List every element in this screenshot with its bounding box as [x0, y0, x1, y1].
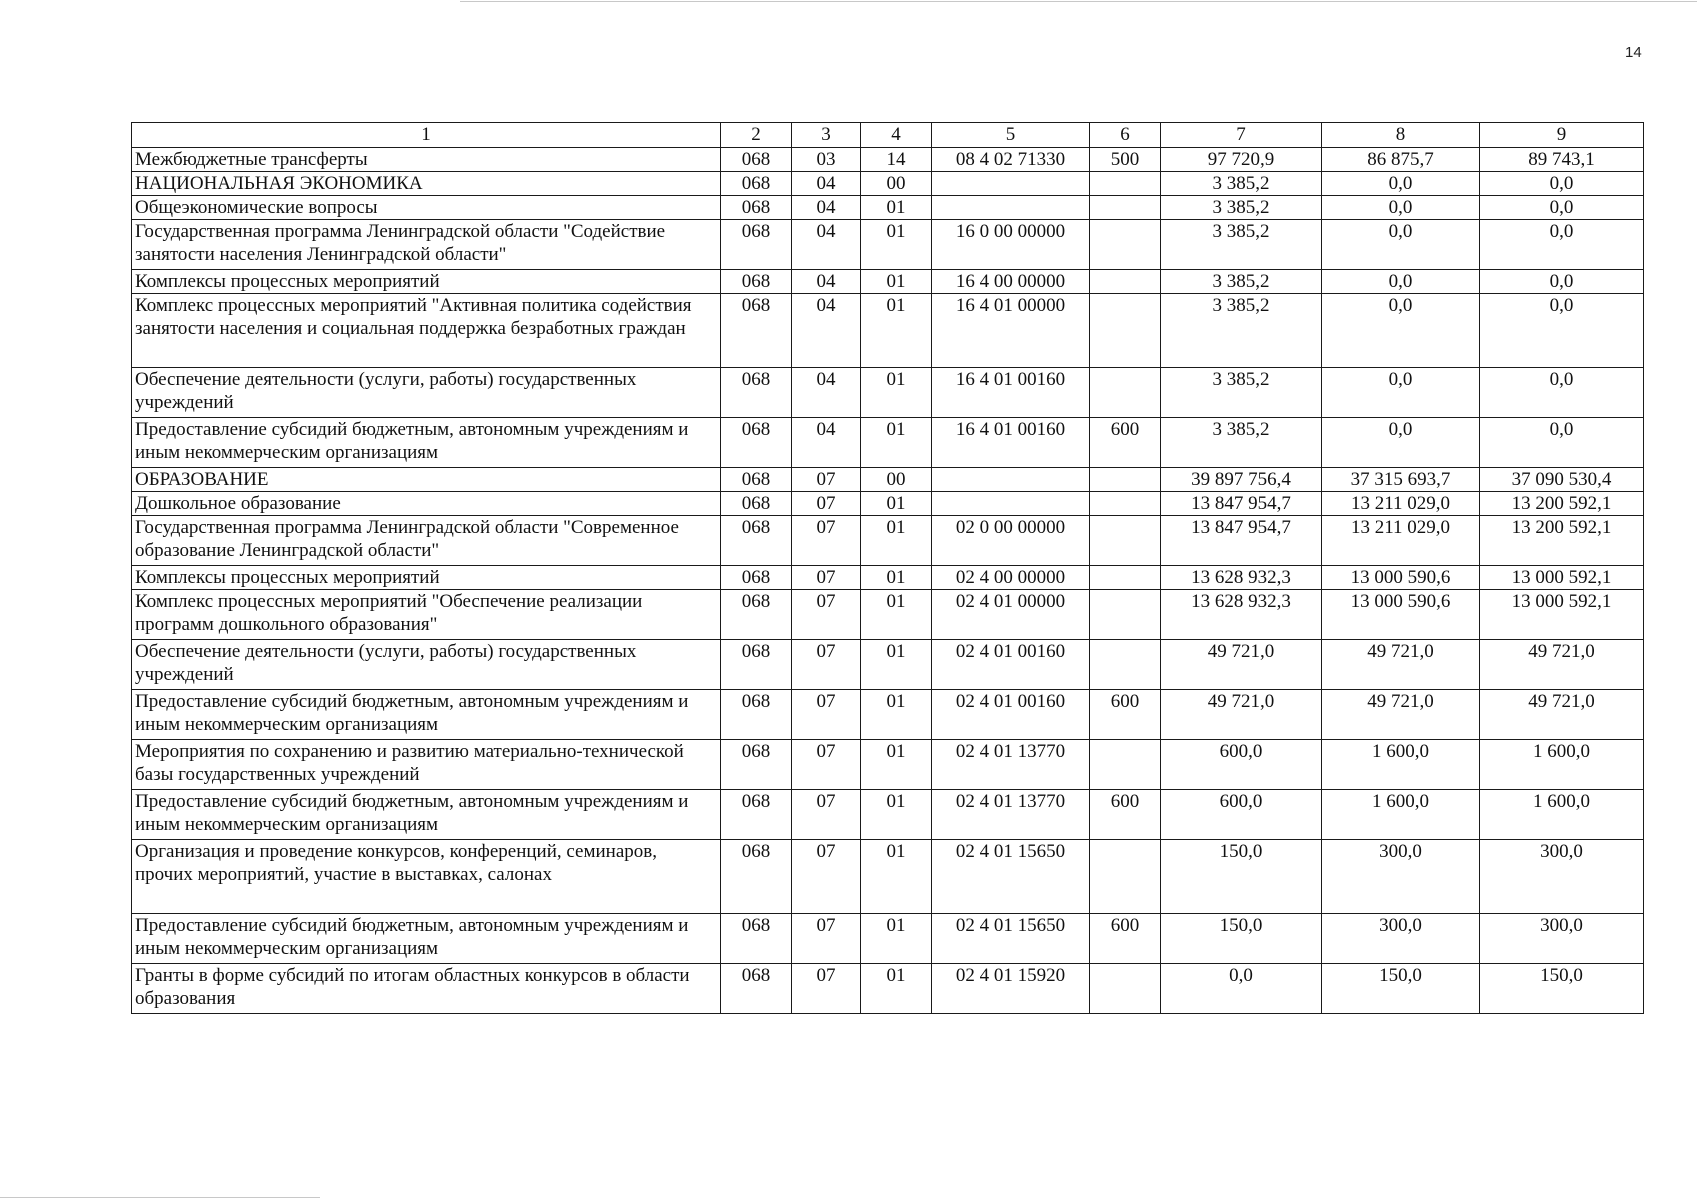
expense-type-cell: 500 [1090, 148, 1161, 172]
table-row [132, 790, 1644, 840]
section-cell: 04 [792, 172, 861, 196]
section-cell: 04 [792, 270, 861, 294]
subsection-cell: 01 [861, 196, 932, 220]
target-article-cell: 16 4 01 00160 [932, 368, 1090, 418]
target-article-cell: 16 4 00 00000 [932, 270, 1090, 294]
amount-col-8-cell: 0,0 [1322, 220, 1480, 270]
subsection-cell: 01 [861, 368, 932, 418]
amount-col-7-cell: 13 847 954,7 [1161, 516, 1322, 566]
amount-col-7-cell: 0,0 [1161, 964, 1322, 1014]
header-row [132, 123, 1644, 148]
gov-code-cell: 068 [721, 172, 792, 196]
row-name-cell: Государственная программа Ленинградской области "Современное образование Ленинградской области" [132, 516, 721, 566]
target-article-cell: 08 4 02 71330 [932, 148, 1090, 172]
row-name-cell: Комплексы процессных мероприятий [132, 270, 721, 294]
amount-col-8-cell: 49 721,0 [1322, 640, 1480, 690]
section-cell: 07 [792, 590, 861, 640]
amount-col-9-cell: 0,0 [1480, 270, 1644, 294]
row-name-cell: Мероприятия по сохранению и развитию материально-технической базы государственных учреждений [132, 740, 721, 790]
header-col-3: 3 [792, 123, 861, 148]
amount-col-8-cell: 37 315 693,7 [1322, 468, 1480, 492]
amount-col-9-cell: 13 200 592,1 [1480, 516, 1644, 566]
expense-type-cell [1090, 294, 1161, 368]
amount-col-7-cell: 13 847 954,7 [1161, 492, 1322, 516]
expense-type-cell: 600 [1090, 790, 1161, 840]
amount-col-8-cell: 1 600,0 [1322, 790, 1480, 840]
amount-col-7-cell: 3 385,2 [1161, 294, 1322, 368]
subsection-cell: 01 [861, 566, 932, 590]
table-row [132, 690, 1644, 740]
amount-col-8-cell: 13 211 029,0 [1322, 516, 1480, 566]
subsection-cell: 01 [861, 220, 932, 270]
budget-table [131, 122, 1644, 1014]
amount-col-8-cell: 86 875,7 [1322, 148, 1480, 172]
amount-col-7-cell: 39 897 756,4 [1161, 468, 1322, 492]
amount-col-9-cell: 1 600,0 [1480, 740, 1644, 790]
header-col-7: 7 [1161, 123, 1322, 148]
section-cell: 04 [792, 220, 861, 270]
subsection-cell: 01 [861, 590, 932, 640]
header-col-5: 5 [932, 123, 1090, 148]
row-name-cell: Общеэкономические вопросы [132, 196, 721, 220]
target-article-cell: 16 0 00 00000 [932, 220, 1090, 270]
table-row [132, 148, 1644, 172]
amount-col-9-cell: 13 000 592,1 [1480, 590, 1644, 640]
expense-type-cell [1090, 840, 1161, 914]
target-article-cell [932, 468, 1090, 492]
gov-code-cell: 068 [721, 516, 792, 566]
amount-col-7-cell: 3 385,2 [1161, 220, 1322, 270]
gov-code-cell: 068 [721, 640, 792, 690]
amount-col-7-cell: 3 385,2 [1161, 368, 1322, 418]
table-row [132, 270, 1644, 294]
target-article-cell: 02 0 00 00000 [932, 516, 1090, 566]
amount-col-7-cell: 150,0 [1161, 840, 1322, 914]
target-article-cell: 02 4 00 00000 [932, 566, 1090, 590]
amount-col-7-cell: 150,0 [1161, 914, 1322, 964]
expense-type-cell [1090, 270, 1161, 294]
target-article-cell: 02 4 01 13770 [932, 740, 1090, 790]
amount-col-9-cell: 13 200 592,1 [1480, 492, 1644, 516]
subsection-cell: 01 [861, 790, 932, 840]
header-col-6: 6 [1090, 123, 1161, 148]
subsection-cell: 14 [861, 148, 932, 172]
table-body [132, 148, 1644, 1014]
amount-col-9-cell: 300,0 [1480, 914, 1644, 964]
table-row [132, 196, 1644, 220]
amount-col-9-cell: 49 721,0 [1480, 690, 1644, 740]
table-row [132, 740, 1644, 790]
amount-col-7-cell: 13 628 932,3 [1161, 566, 1322, 590]
section-cell: 04 [792, 196, 861, 220]
amount-col-7-cell: 600,0 [1161, 790, 1322, 840]
amount-col-8-cell: 0,0 [1322, 294, 1480, 368]
row-name-cell: Организация и проведение конкурсов, конференций, семинаров, прочих мероприятий, участие в выставках, салонах [132, 840, 721, 914]
gov-code-cell: 068 [721, 690, 792, 740]
gov-code-cell: 068 [721, 964, 792, 1014]
amount-col-8-cell: 13 211 029,0 [1322, 492, 1480, 516]
amount-col-8-cell: 0,0 [1322, 368, 1480, 418]
table-row [132, 640, 1644, 690]
gov-code-cell: 068 [721, 840, 792, 914]
subsection-cell: 01 [861, 740, 932, 790]
amount-col-7-cell: 49 721,0 [1161, 640, 1322, 690]
row-name-cell: Дошкольное образование [132, 492, 721, 516]
subsection-cell: 01 [861, 914, 932, 964]
row-name-cell: Обеспечение деятельности (услуги, работы) государственных учреждений [132, 640, 721, 690]
table-row [132, 468, 1644, 492]
amount-col-9-cell: 0,0 [1480, 196, 1644, 220]
section-cell: 07 [792, 740, 861, 790]
target-article-cell [932, 196, 1090, 220]
row-name-cell: ОБРАЗОВАНИЕ [132, 468, 721, 492]
section-cell: 07 [792, 640, 861, 690]
subsection-cell: 01 [861, 418, 932, 468]
expense-type-cell [1090, 172, 1161, 196]
row-name-cell: Обеспечение деятельности (услуги, работы) государственных учреждений [132, 368, 721, 418]
amount-col-7-cell: 49 721,0 [1161, 690, 1322, 740]
section-cell: 04 [792, 418, 861, 468]
amount-col-9-cell: 0,0 [1480, 368, 1644, 418]
expense-type-cell: 600 [1090, 914, 1161, 964]
scan-edge-bottom [0, 1197, 320, 1198]
amount-col-8-cell: 13 000 590,6 [1322, 590, 1480, 640]
gov-code-cell: 068 [721, 418, 792, 468]
amount-col-9-cell: 89 743,1 [1480, 148, 1644, 172]
subsection-cell: 01 [861, 516, 932, 566]
gov-code-cell: 068 [721, 790, 792, 840]
row-name-cell: Комплекс процессных мероприятий "Обеспечение реализации программ дошкольного образования" [132, 590, 721, 640]
expense-type-cell [1090, 468, 1161, 492]
table-row [132, 840, 1644, 914]
gov-code-cell: 068 [721, 566, 792, 590]
target-article-cell: 02 4 01 00000 [932, 590, 1090, 640]
target-article-cell: 02 4 01 15920 [932, 964, 1090, 1014]
gov-code-cell: 068 [721, 294, 792, 368]
section-cell: 07 [792, 790, 861, 840]
subsection-cell: 01 [861, 964, 932, 1014]
gov-code-cell: 068 [721, 270, 792, 294]
subsection-cell: 00 [861, 172, 932, 196]
expense-type-cell [1090, 740, 1161, 790]
amount-col-8-cell: 1 600,0 [1322, 740, 1480, 790]
expense-type-cell [1090, 516, 1161, 566]
table-row [132, 566, 1644, 590]
row-name-cell: Предоставление субсидий бюджетным, автономным учреждениям и иным некоммерческим организациям [132, 418, 721, 468]
gov-code-cell: 068 [721, 196, 792, 220]
subsection-cell: 00 [861, 468, 932, 492]
target-article-cell [932, 492, 1090, 516]
header-col-9: 9 [1480, 123, 1644, 148]
subsection-cell: 01 [861, 294, 932, 368]
table-row [132, 294, 1644, 368]
row-name-cell: Предоставление субсидий бюджетным, автономным учреждениям и иным некоммерческим организациям [132, 690, 721, 740]
gov-code-cell: 068 [721, 914, 792, 964]
amount-col-9-cell: 0,0 [1480, 220, 1644, 270]
header-col-4: 4 [861, 123, 932, 148]
page-number: 14 [1625, 44, 1642, 61]
gov-code-cell: 068 [721, 368, 792, 418]
header-col-8: 8 [1322, 123, 1480, 148]
row-name-cell: Гранты в форме субсидий по итогам областных конкурсов в области образования [132, 964, 721, 1014]
expense-type-cell [1090, 220, 1161, 270]
amount-col-8-cell: 0,0 [1322, 418, 1480, 468]
table-row [132, 220, 1644, 270]
expense-type-cell: 600 [1090, 690, 1161, 740]
amount-col-9-cell: 49 721,0 [1480, 640, 1644, 690]
amount-col-8-cell: 300,0 [1322, 840, 1480, 914]
amount-col-7-cell: 3 385,2 [1161, 196, 1322, 220]
gov-code-cell: 068 [721, 148, 792, 172]
subsection-cell: 01 [861, 640, 932, 690]
budget-table-container [131, 122, 1644, 1014]
section-cell: 07 [792, 468, 861, 492]
section-cell: 07 [792, 840, 861, 914]
subsection-cell: 01 [861, 492, 932, 516]
row-name-cell: Межбюджетные трансферты [132, 148, 721, 172]
expense-type-cell [1090, 590, 1161, 640]
target-article-cell: 02 4 01 15650 [932, 840, 1090, 914]
amount-col-8-cell: 150,0 [1322, 964, 1480, 1014]
amount-col-8-cell: 49 721,0 [1322, 690, 1480, 740]
amount-col-9-cell: 150,0 [1480, 964, 1644, 1014]
target-article-cell: 16 4 01 00160 [932, 418, 1090, 468]
section-cell: 03 [792, 148, 861, 172]
expense-type-cell [1090, 566, 1161, 590]
row-name-cell: Государственная программа Ленинградской области "Содействие занятости населения Ленинградской области" [132, 220, 721, 270]
amount-col-8-cell: 300,0 [1322, 914, 1480, 964]
header-col-2: 2 [721, 123, 792, 148]
subsection-cell: 01 [861, 270, 932, 294]
row-name-cell: Предоставление субсидий бюджетным, автономным учреждениям и иным некоммерческим организациям [132, 790, 721, 840]
section-cell: 07 [792, 492, 861, 516]
gov-code-cell: 068 [721, 740, 792, 790]
row-name-cell: НАЦИОНАЛЬНАЯ ЭКОНОМИКА [132, 172, 721, 196]
amount-col-9-cell: 300,0 [1480, 840, 1644, 914]
section-cell: 07 [792, 964, 861, 1014]
amount-col-8-cell: 0,0 [1322, 172, 1480, 196]
row-name-cell: Комплексы процессных мероприятий [132, 566, 721, 590]
table-row [132, 516, 1644, 566]
target-article-cell [932, 172, 1090, 196]
expense-type-cell [1090, 196, 1161, 220]
section-cell: 07 [792, 914, 861, 964]
section-cell: 07 [792, 690, 861, 740]
header-col-1: 1 [132, 123, 721, 148]
target-article-cell: 02 4 01 00160 [932, 640, 1090, 690]
target-article-cell: 02 4 01 00160 [932, 690, 1090, 740]
expense-type-cell [1090, 640, 1161, 690]
gov-code-cell: 068 [721, 220, 792, 270]
table-row [132, 590, 1644, 640]
section-cell: 04 [792, 294, 861, 368]
section-cell: 07 [792, 516, 861, 566]
amount-col-8-cell: 0,0 [1322, 196, 1480, 220]
scan-edge-top [460, 1, 1697, 2]
amount-col-7-cell: 13 628 932,3 [1161, 590, 1322, 640]
table-row [132, 368, 1644, 418]
section-cell: 04 [792, 368, 861, 418]
target-article-cell: 16 4 01 00000 [932, 294, 1090, 368]
amount-col-8-cell: 0,0 [1322, 270, 1480, 294]
row-name-cell: Комплекс процессных мероприятий "Активная политика содействия занятости населения и социальная поддержка безработных граждан [132, 294, 721, 368]
row-name-cell: Предоставление субсидий бюджетным, автономным учреждениям и иным некоммерческим организациям [132, 914, 721, 964]
section-cell: 07 [792, 566, 861, 590]
expense-type-cell [1090, 368, 1161, 418]
target-article-cell: 02 4 01 15650 [932, 914, 1090, 964]
table-row [132, 418, 1644, 468]
amount-col-9-cell: 13 000 592,1 [1480, 566, 1644, 590]
expense-type-cell [1090, 492, 1161, 516]
gov-code-cell: 068 [721, 468, 792, 492]
table-row [132, 492, 1644, 516]
expense-type-cell [1090, 964, 1161, 1014]
subsection-cell: 01 [861, 690, 932, 740]
gov-code-cell: 068 [721, 492, 792, 516]
amount-col-9-cell: 0,0 [1480, 172, 1644, 196]
amount-col-9-cell: 0,0 [1480, 294, 1644, 368]
target-article-cell: 02 4 01 13770 [932, 790, 1090, 840]
gov-code-cell: 068 [721, 590, 792, 640]
amount-col-9-cell: 1 600,0 [1480, 790, 1644, 840]
table-row [132, 964, 1644, 1014]
amount-col-7-cell: 97 720,9 [1161, 148, 1322, 172]
table-row [132, 172, 1644, 196]
expense-type-cell: 600 [1090, 418, 1161, 468]
amount-col-7-cell: 3 385,2 [1161, 172, 1322, 196]
table-row [132, 914, 1644, 964]
amount-col-7-cell: 600,0 [1161, 740, 1322, 790]
amount-col-9-cell: 0,0 [1480, 418, 1644, 468]
amount-col-7-cell: 3 385,2 [1161, 418, 1322, 468]
amount-col-8-cell: 13 000 590,6 [1322, 566, 1480, 590]
subsection-cell: 01 [861, 840, 932, 914]
amount-col-7-cell: 3 385,2 [1161, 270, 1322, 294]
amount-col-9-cell: 37 090 530,4 [1480, 468, 1644, 492]
